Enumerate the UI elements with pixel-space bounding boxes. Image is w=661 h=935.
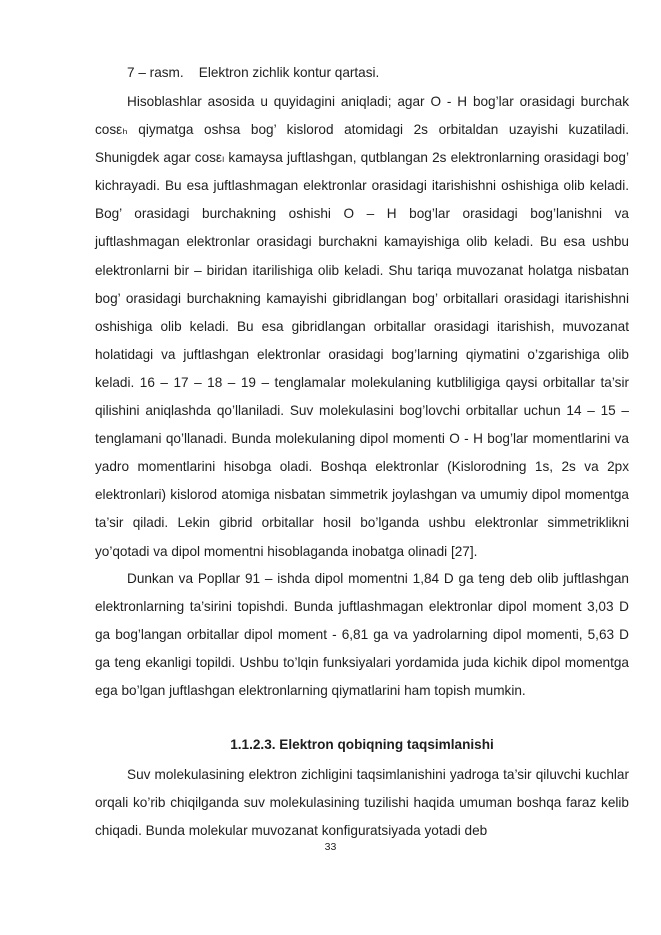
- paragraph-1: Hisoblashlar asosida u quyidagini aniqladi; agar O - H bog’lar orasidagi burchak cosεₕ qiymatga oshsa bog’ kislorod atomidagi 2s orbitaldan uzayishi kuzatiladi. Shunigdek agar cosεₗ kamaysa juftlashgan, qutblangan 2s elektronlarning orasidagi bog’ kichrayadi. Bu esa juftlashmagan elektronlar orasidagi itarishishni oshishiga olib keladi. Bog’ orasidagi burchakning oshishi O – H bog’lar orasidagi bog’lanishni va juftlashmagan elektronlar orasidagi burchakni kamayishiga olib keladi. Bu esa ushbu elektronlarni bir – biridan itarilishiga olib keladi. Shu tariqa muvozanat holatga nisbatan bog’ orasidagi burchakning kamayishi gibridlangan bog’ orbitallari orasidagi itarishishni oshishiga olib keladi. Bu esa gibridlangan orbitallar orasidagi itarishish, muvozanat holatidagi va juftlashgan elektronlar orasidagi bog’larning qiymatini o’zgarishiga olib keladi. 16 – 17 – 18 – 19 – tenglamalar molekulaning kutbliligiga qaysi orbitallar ta’sir qilishini aniqlashda qo’llaniladi. Suv molekulasini bog’lovchi orbitallar uchun 14 – 15 – tenglamani qo’llanadi. Bunda molekulaning dipol momenti O - H bog’lar momentlarini va yadro momentlarini hisobga oladi. Boshqa elektronlar (Kislorodning 1s, 2s va 2px elektronlari) kislorod atomiga nisbatan simmetrik joylashgan va umumiy dipol momentga ta’sir qiladi. Lekin gibrid orbitallar hosil bo’lganda ushbu elektronlar simmetriklikni yo’qotadi va dipol momentni hisoblaganda inobatga olinadi [27].: [95, 94, 629, 559]
- paragraph-2-block: [95, 565, 629, 705]
- section-heading: 1.1.2.3. Elektron qobiqning taqsimlanishi: [230, 737, 494, 752]
- paragraph-2: Dunkan va Popllar 91 – ishda dipol momentni 1,84 D ga teng deb olib juftlashgan elektronlarning ta’sirini topishdi. Bunda juftlashmagan elektronlar dipol moment 3,03 D ga bog’langan orbitallar dipol moment - 6,81 ga va yadrolarning dipol momenti, 5,63 D ga teng ekanligi topildi. Ushbu to’lqin funksiyalari yordamida juda kichik dipol momentga ega bo’lgan juftlashgan elektronlarning qiymatlarini ham topish mumkin.: [95, 571, 629, 699]
- paragraph-1-block: [95, 88, 629, 566]
- figure-caption: 7 – rasm. Elektron zichlik kontur qartasi.: [127, 65, 380, 80]
- paragraph-3-block: [95, 761, 629, 845]
- page-number: 33: [324, 841, 337, 853]
- paragraph-3: Suv molekulasining elektron zichligini taqsimlanishini yadroga ta’sir qiluvchi kuchlar orqali ko’rib chiqilganda suv molekulasining tuzilishi haqida umuman boshqa faraz kelib chiqadi. Bunda molekular muvozanat konfiguratsiyada yotadi deb: [95, 767, 629, 839]
